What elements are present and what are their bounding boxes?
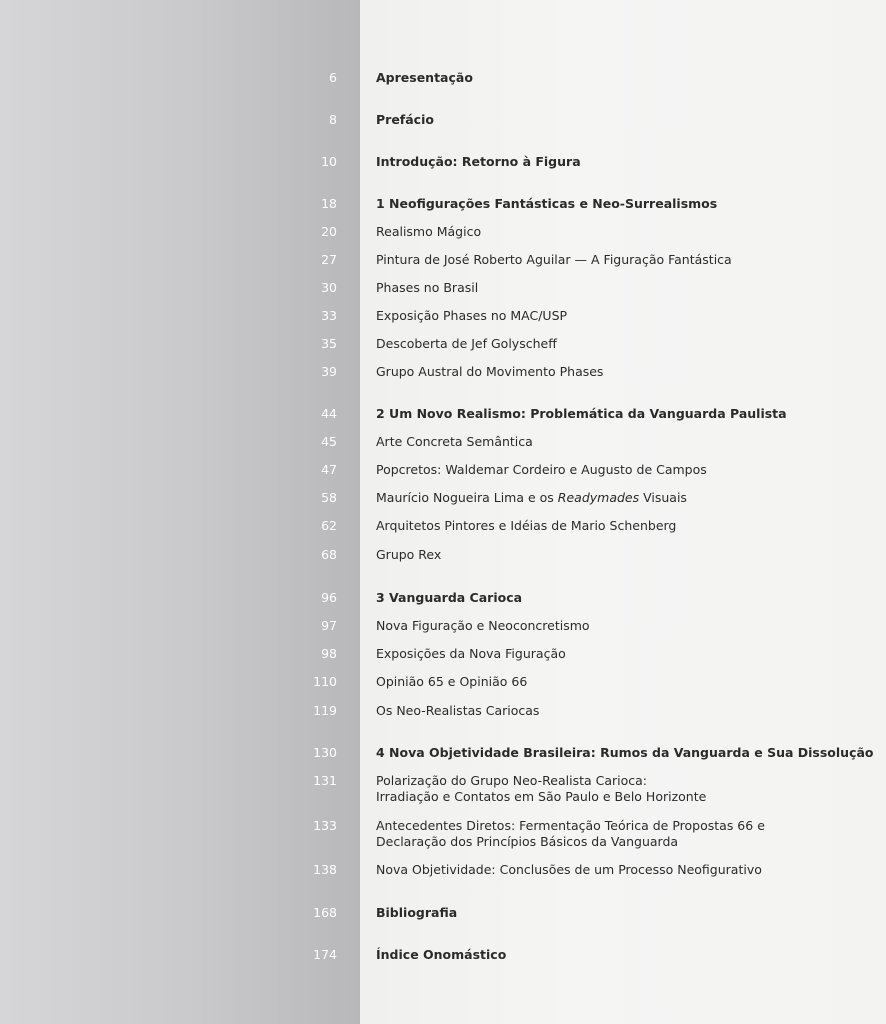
toc-title: Opinião 65 e Opinião 66 [376,674,528,689]
toc-page-number: 174 [313,947,337,962]
toc-title: Popcretos: Waldemar Cordeiro e Augusto de Campos [376,462,707,477]
toc-title: Apresentação [376,70,473,85]
toc-title: Phases no Brasil [376,280,479,295]
toc-page-number: 33 [321,308,337,323]
toc-title: Arte Concreta Semântica [376,434,533,449]
toc-page-number: 27 [321,252,337,267]
toc-title: Polarização do Grupo Neo-Realista Carioca: Irradiação e Contatos em São Paulo e Belo Horizonte [376,773,707,804]
toc-page-number: 68 [321,547,337,562]
toc-title: Introdução: Retorno à Figura [376,154,581,169]
toc-page-number: 98 [321,646,337,661]
toc-title: Antecedentes Diretos: Fermentação Teórica de Propostas 66 e Declaração dos Princípios Básicos da Vanguarda [376,818,765,849]
toc-page-number: 131 [313,773,337,788]
toc-title: Maurício Nogueira Lima e os Readymades Visuais [376,490,687,505]
toc-page-number: 44 [321,406,337,421]
toc-title: 1 Neofigurações Fantásticas e Neo-Surrealismos [376,196,718,211]
toc-page-number: 168 [313,905,337,920]
toc-page-number: 130 [313,745,337,760]
toc-page-number: 18 [321,196,337,211]
toc-title: Bibliografia [376,905,458,920]
toc-page-number: 39 [321,364,337,379]
toc-page-number: 110 [313,674,337,689]
toc-page-number: 8 [329,112,337,127]
toc-page-number: 97 [321,618,337,633]
toc-title: Nova Objetividade: Conclusões de um Processo Neofigurativo [376,862,762,877]
toc-page-number: 62 [321,518,337,533]
toc-title: 4 Nova Objetividade Brasileira: Rumos da Vanguarda e Sua Dissolução [376,745,874,760]
toc-page-number: 133 [313,818,337,833]
toc-title: Exposições da Nova Figuração [376,646,566,661]
toc-page-number: 47 [321,462,337,477]
toc-page-number: 35 [321,336,337,351]
toc-title: Prefácio [376,112,434,127]
toc-title: Exposição Phases no MAC/USP [376,308,568,323]
toc-page-number: 96 [321,590,337,605]
toc-title: Grupo Austral do Movimento Phases [376,364,604,379]
toc-title: Grupo Rex [376,547,442,562]
toc-page-number: 119 [313,703,337,718]
toc-title: Os Neo-Realistas Cariocas [376,703,540,718]
toc-title: Descoberta de Jef Golyscheff [376,336,557,351]
toc-title: 2 Um Novo Realismo: Problemática da Vanguarda Paulista [376,406,787,421]
toc-page-number: 20 [321,224,337,239]
toc-title: Índice Onomástico [376,947,507,962]
toc-page-number: 138 [313,862,337,877]
toc-title: Realismo Mágico [376,224,482,239]
toc-page-number: 58 [321,490,337,505]
toc-title: Pintura de José Roberto Aguilar — A Figuração Fantástica [376,252,732,267]
toc-page-number: 6 [329,70,337,85]
toc-title: 3 Vanguarda Carioca [376,590,523,605]
toc-page-number: 45 [321,434,337,449]
toc-title: Arquitetos Pintores e Idéias de Mario Schenberg [376,518,677,533]
toc-title: Nova Figuração e Neoconcretismo [376,618,590,633]
toc-page-number: 30 [321,280,337,295]
toc-page-number: 10 [321,154,337,169]
